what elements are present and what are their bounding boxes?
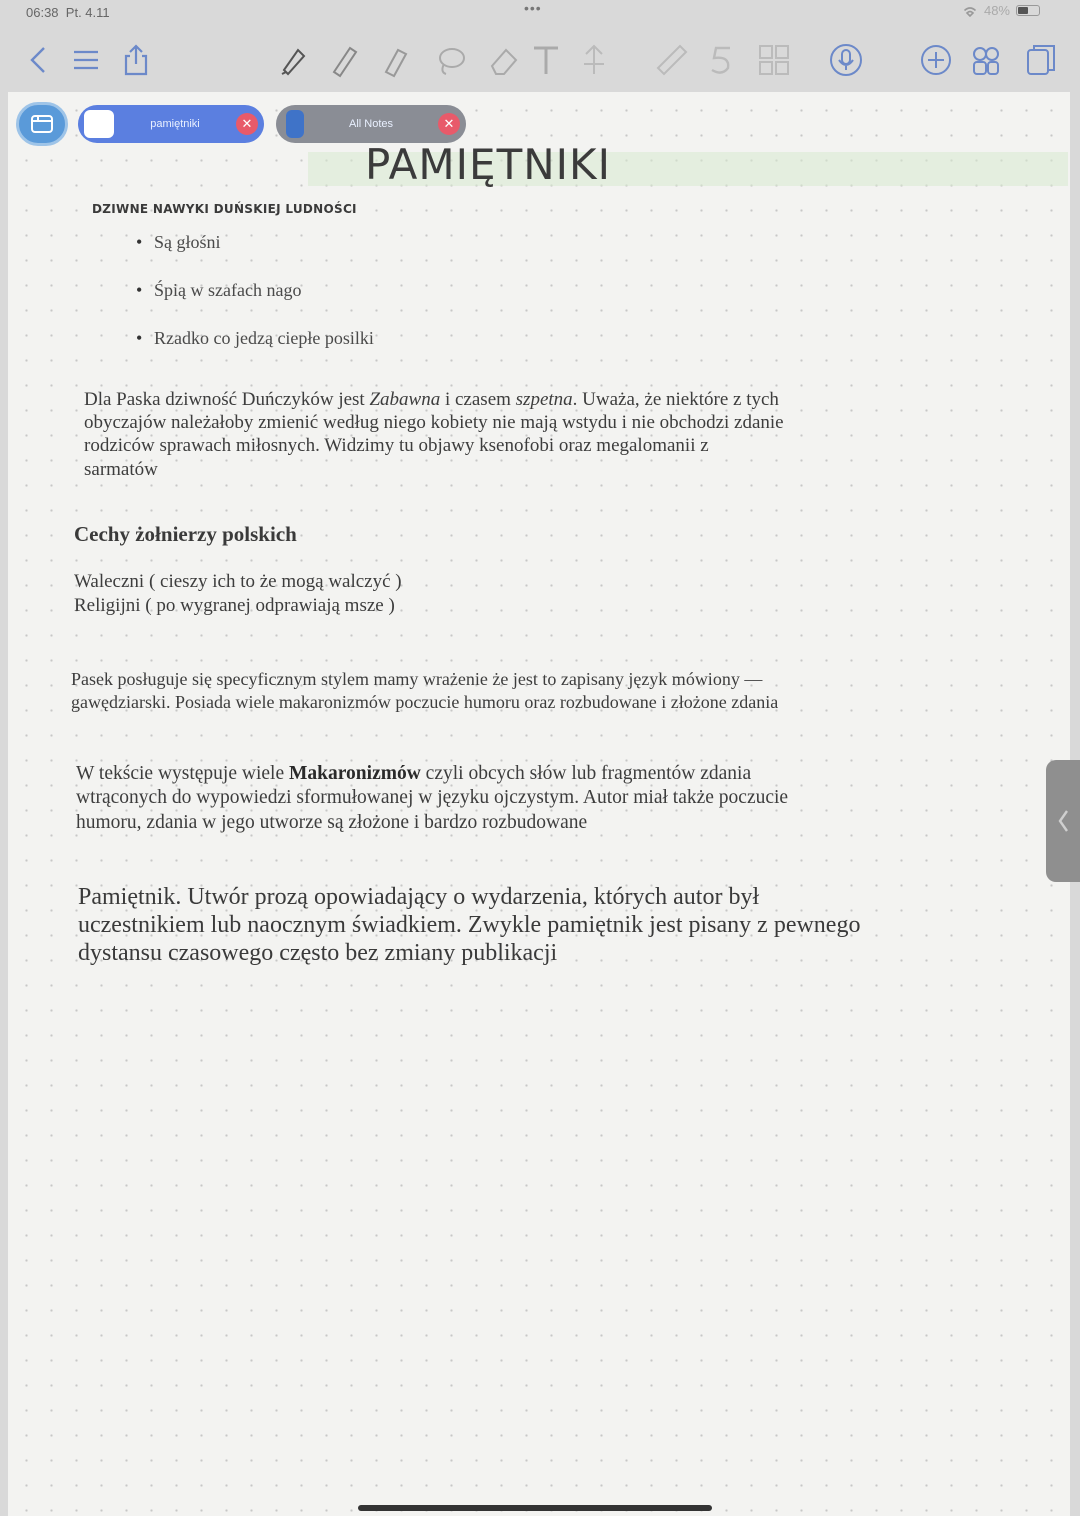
tab-label: pamiętniki xyxy=(150,118,200,130)
highlighter-icon[interactable] xyxy=(376,40,416,80)
toolbar xyxy=(0,28,1080,92)
tab-label: All Notes xyxy=(348,118,394,130)
list-item: Waleczni ( cieszy ich to że mogą walczyć ) xyxy=(74,571,402,592)
status-time: 06:38 xyxy=(26,5,59,20)
tab-all-notes[interactable] xyxy=(276,105,466,143)
status-bar xyxy=(0,0,1080,28)
lasso-icon[interactable] xyxy=(430,40,470,80)
add-page-icon[interactable] xyxy=(916,40,956,80)
list-item: • Są głośni xyxy=(136,232,374,280)
microphone-icon[interactable] xyxy=(826,40,866,80)
pen-icon[interactable] xyxy=(324,40,364,80)
bullet-list xyxy=(136,232,374,376)
chevron-left-icon xyxy=(1056,808,1070,834)
note-title: PAMIĘTNIKI xyxy=(365,140,611,189)
subheading: DZIWNE NAWYKI DUŃSKIEJ LUDNOŚCI xyxy=(92,202,357,216)
status-date: Pt. 4.11 xyxy=(65,5,110,20)
tab-thumbnail xyxy=(84,110,114,138)
battery-percent: 48% xyxy=(983,3,1010,18)
multitask-dots-icon[interactable]: ••• xyxy=(524,0,542,16)
close-tab-icon[interactable]: ✕ xyxy=(236,113,258,135)
pages-grid-icon[interactable] xyxy=(966,40,1006,80)
battery-icon xyxy=(1016,5,1040,16)
menu-icon[interactable] xyxy=(66,40,106,80)
close-tab-icon[interactable]: ✕ xyxy=(438,113,460,135)
fountain-pen-icon[interactable] xyxy=(274,40,314,80)
tab-pamietniki[interactable] xyxy=(78,105,264,143)
eraser-icon[interactable] xyxy=(484,40,524,80)
section-heading: Cechy żołnierzy polskich xyxy=(74,522,297,546)
page-layout-icon[interactable] xyxy=(1020,40,1060,80)
list-item: Religijni ( po wygranej odprawiają msze ) xyxy=(74,594,395,616)
text-tool-icon[interactable] xyxy=(526,40,566,80)
ruler-icon[interactable] xyxy=(652,40,692,80)
list-item: • Rzadko co jedzą ciepłe posilki xyxy=(136,328,374,376)
paragraph-style: Pasek posługuje się specyficznym stylem mamy wrażenie że jest to zapisany język mówiony — gawędziarski. Posiada wiele makaronizmów poczucie humoru oraz rozbudowane i złożone zdania xyxy=(71,669,779,712)
traits-list xyxy=(74,570,402,618)
share-icon[interactable] xyxy=(116,40,156,80)
note-page[interactable] xyxy=(8,92,1070,1516)
home-indicator[interactable] xyxy=(358,1505,712,1511)
paragraph-danish-customs: Dla Paska dziwność Duńczyków jest Zabawna i czasem szpetna. Uważa, że niektóre z tych obyczajów należałoby zmienić według niego kobiety nie mają wstydu i nie obchodzi zdanie rodziców sprawach miłosnych. Widzimy tu objawy ksenofobi oraz megalomanii z sarmatów xyxy=(84,389,784,480)
image-insert-icon[interactable] xyxy=(754,40,794,80)
library-icon xyxy=(30,113,54,135)
back-icon[interactable] xyxy=(18,40,58,80)
wifi-icon xyxy=(962,5,978,17)
shapes-icon[interactable] xyxy=(702,40,742,80)
tab-thumbnail xyxy=(286,110,304,138)
paragraph-macaronisms: W tekście występuje wiele Makaronizmów czyli obcych słów lub fragmentów zdania wtrąconych do wypowiedzi sformułowanej w języku ojczystym. Autor miał także poczucie humoru, zdania w jego utworze są złożone i bardzo rozbudowane xyxy=(76,763,789,833)
list-item: • Śpią w szafach nago xyxy=(136,280,374,328)
laser-pointer-icon[interactable] xyxy=(574,40,614,80)
paragraph-definition: Pamiętnik. Utwór prozą opowiadający o wydarzenia, których autor był uczestnikiem lub naocznym świadkiem. Zwykle pamiętnik jest pisany z pewnego dystansu czasowego często bez zmiany publikacji xyxy=(78,884,861,966)
sidebar-handle[interactable] xyxy=(1046,760,1080,882)
